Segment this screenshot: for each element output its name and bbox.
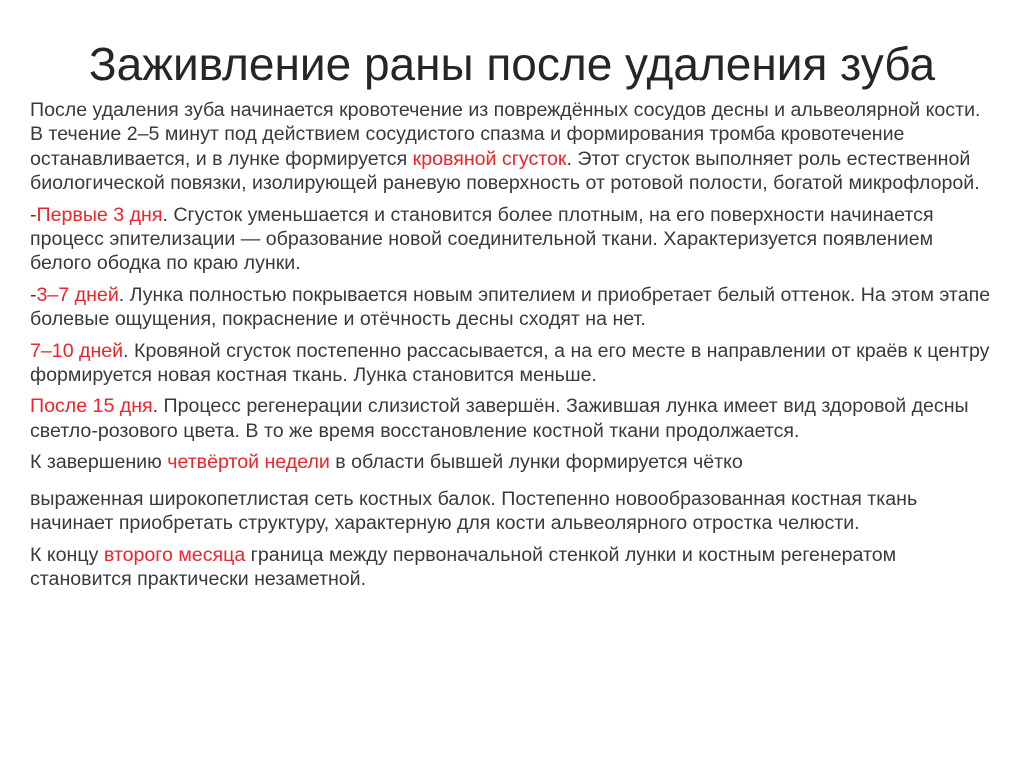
- paragraph-fourth-week-text: в области бывшей лунки формируется чётко: [329, 451, 743, 474]
- paragraph-first-3-days: [30, 203, 995, 276]
- paragraph-after-15-days: [30, 394, 995, 443]
- paragraph-fourth-week: [30, 450, 995, 474]
- paragraph-7-10-days: [30, 339, 995, 388]
- paragraph-second-month-pre: К концу: [30, 543, 104, 566]
- highlight-blood-clot: кровяной сгусток: [412, 147, 567, 170]
- paragraph-intro: [30, 98, 995, 196]
- slide-body: [30, 98, 995, 598]
- highlight-7-10-days: 7–10 дней: [30, 339, 124, 362]
- highlight-3-7-days: 3–7 дней: [36, 283, 119, 306]
- paragraph-second-month: [30, 543, 995, 592]
- slide-title: Заживление раны после удаления зуба: [88, 38, 936, 90]
- paragraph-3-7-days: [30, 283, 995, 332]
- dash-prefix: -: [30, 283, 37, 306]
- dash-prefix: -: [30, 203, 37, 226]
- paragraph-intro-text-a: После удаления зуба начинается кровотечение из повреждённых сосудов десны и альвеолярной кости. В течение 2–5 минут под действием сосудистого спазма и формирования тромба кровотечение останавливается, и в лунке формируется: [30, 99, 981, 170]
- highlight-first-3-days: Первые 3 дня: [36, 203, 163, 226]
- paragraph-fourth-week-pre: К завершению: [30, 451, 168, 474]
- paragraph-7-10-days-text: . Кровяной сгусток постепенно рассасывается, а на его месте в направлении от краёв к центру формируется новая костная ткань. Лунка становится меньше.: [30, 339, 990, 387]
- paragraph-after-15-days-text: . Процесс регенерации слизистой завершён. Зажившая лунка имеет вид здоровой десны светло-розового цвета. В то же время восстановление костной ткани продолжается.: [30, 395, 969, 442]
- paragraph-bone-network: [30, 487, 995, 536]
- paragraph-intro-text-b: . Этот сгусток выполняет роль естественной биологической повязки, изолирующей раневую поверхность от ротовой полости, богатой микрофлорой.: [30, 147, 980, 195]
- paragraph-first-3-days-text: . Сгусток уменьшается и становится более плотным, на его поверхности начинается процесс эпителизации — образование новой соединительной ткани. Характеризуется появлением белого ободка по краю лунки.: [30, 203, 934, 275]
- highlight-second-month: второго месяца: [103, 543, 246, 566]
- paragraph-second-month-text: граница между первоначальной стенкой лунки и костным регенератом становится практически незаметной.: [30, 543, 897, 590]
- paragraph-bone-network-text: выраженная широкопетлистая сеть костных балок. Постепенно новообразованная костная ткань начинает приобретать структуру, характерную для кости альвеолярного отростка челюсти.: [30, 487, 918, 535]
- highlight-after-15-days: После 15 дня: [30, 395, 153, 418]
- paragraph-3-7-days-text: . Лунка полностью покрывается новым эпителием и приобретает белый оттенок. На этом этапе болевые ощущения, покраснение и отёчность десны сходят на нет.: [30, 283, 991, 331]
- highlight-fourth-week: четвёртой недели: [167, 451, 330, 474]
